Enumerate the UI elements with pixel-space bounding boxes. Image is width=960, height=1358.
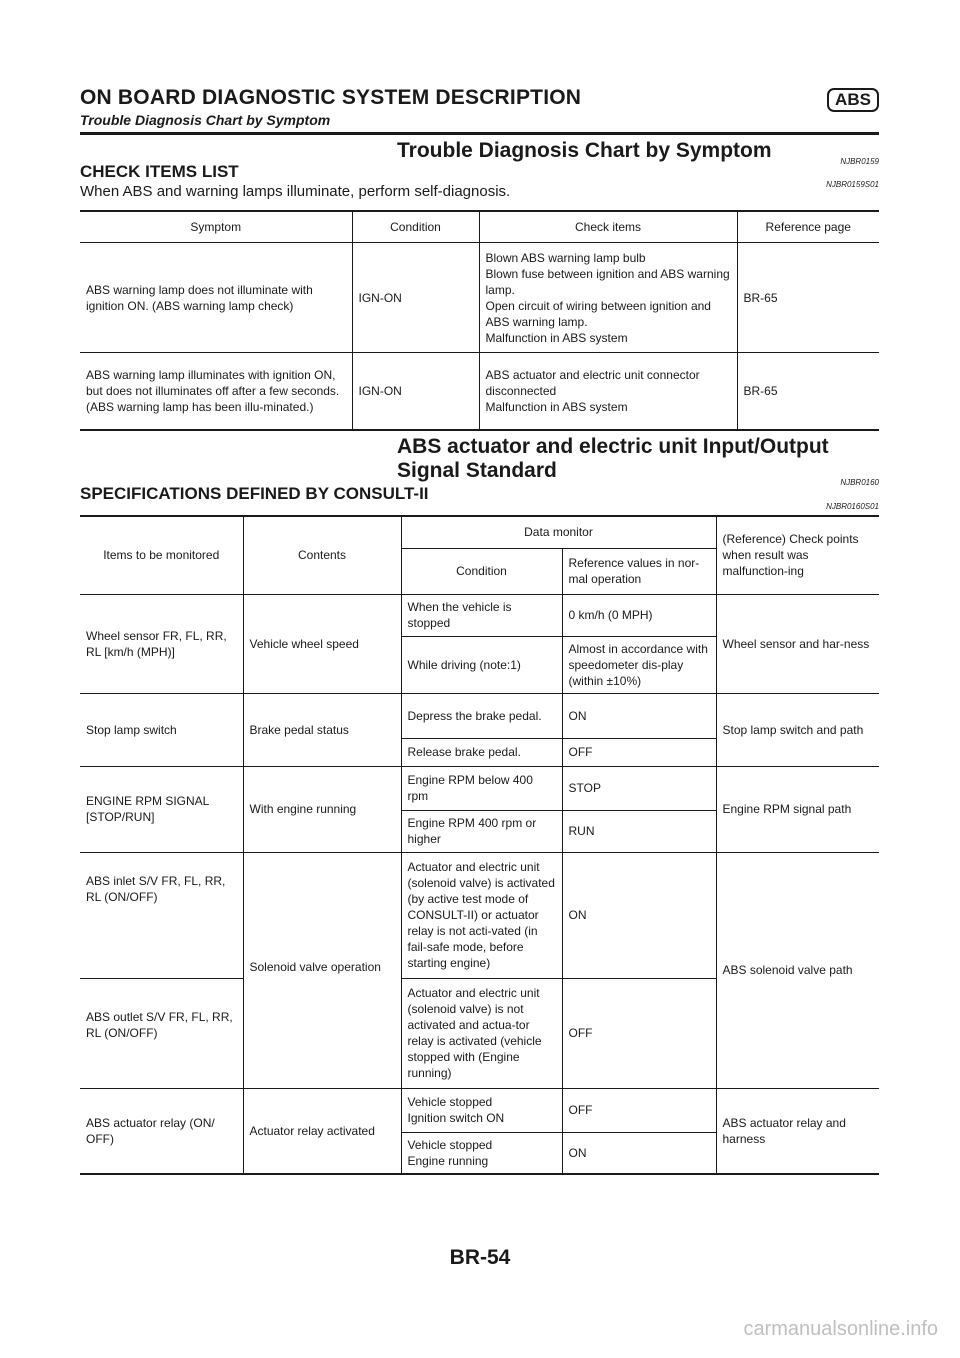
condition-cell: Engine RPM below 400 rpm: [401, 766, 562, 810]
column-header: Check items: [479, 211, 737, 243]
section2-title-line2: Signal Standard: [397, 459, 557, 482]
check-point-cell: Engine RPM signal path: [716, 766, 879, 852]
check-items-note: When ABS and warning lamps illuminate, perform self-diagnosis.: [80, 183, 511, 200]
check-item: Malfunction in ABS system: [485, 330, 628, 345]
condition-line: Ignition switch ON: [407, 1111, 505, 1125]
condition-cell: IGN-ON: [352, 353, 479, 430]
table-row: [80, 1088, 879, 1132]
item-cell: ABS actuator relay (ON/ OFF): [80, 1088, 243, 1174]
watermark: carmanualsonline.info: [743, 1318, 938, 1340]
header-title: ON BOARD DIAGNOSTIC SYSTEM DESCRIPTION: [80, 86, 582, 109]
check-items-table: [80, 210, 879, 431]
header-subtitle: Trouble Diagnosis Chart by Symptom: [80, 112, 331, 128]
table-row: [80, 243, 879, 353]
value-cell: Almost in accordance with speedometer dis-play (within ±10%): [562, 636, 716, 693]
check-point-cell: ABS solenoid valve path: [716, 852, 879, 1088]
section2-title-line1: ABS actuator and electric unit Input/Output: [397, 435, 829, 458]
reference-cell: BR-65: [737, 353, 879, 430]
check-items-cell: [479, 243, 737, 353]
value-cell: OFF: [562, 978, 716, 1088]
table-header-row: [80, 516, 879, 548]
value-cell: RUN: [562, 810, 716, 852]
item-cell: ENGINE RPM SIGNAL [STOP/RUN]: [80, 766, 243, 852]
symptom-cell: ABS warning lamp illuminates with ignition ON, but does not illuminates off after a few seconds. (ABS warning lamp has been illu-minated.): [80, 353, 352, 430]
value-cell: 0 km/h (0 MPH): [562, 594, 716, 636]
check-item: Blown ABS warning lamp bulb: [485, 250, 646, 265]
condition-line: Engine running: [407, 1153, 489, 1168]
item-cell: ABS inlet S/V FR, FL, RR, RL (ON/OFF): [80, 852, 243, 978]
column-header: Items to be monitored: [80, 516, 243, 594]
condition-cell: Release brake pedal.: [401, 738, 562, 766]
page-number: BR-54: [449, 1246, 511, 1269]
check-items-code: NJBR0159S01: [826, 180, 879, 189]
check-item: Malfunction in ABS system: [485, 399, 628, 414]
contents-cell: Vehicle wheel speed: [243, 594, 401, 693]
condition-cell: Depress the brake pedal.: [401, 693, 562, 738]
column-header: Data monitor: [401, 516, 716, 548]
contents-cell: With engine running: [243, 766, 401, 852]
condition-line: Vehicle stopped: [407, 1095, 493, 1109]
condition-cell: IGN-ON: [352, 243, 479, 353]
header-divider: [80, 132, 879, 135]
table-row: [80, 594, 879, 636]
condition-cell: [401, 1132, 562, 1174]
contents-cell: Brake pedal status: [243, 693, 401, 766]
value-cell: OFF: [562, 738, 716, 766]
condition-line: Vehicle stopped: [407, 1137, 493, 1152]
section-badge: ABS: [827, 88, 879, 112]
table-row: [80, 353, 879, 430]
section1-title: Trouble Diagnosis Chart by Symptom: [397, 139, 772, 162]
condition-cell: Engine RPM 400 rpm or higher: [401, 810, 562, 852]
item-cell: ABS outlet S/V FR, FL, RR, RL (ON/OFF): [80, 978, 243, 1088]
value-cell: ON: [562, 1132, 716, 1174]
check-point-cell: ABS actuator relay and harness: [716, 1088, 879, 1174]
section1-code: NJBR0159: [840, 157, 879, 166]
column-header: Condition: [352, 211, 479, 243]
condition-cell: Actuator and electric unit (solenoid valve) is not activated and actua-tor relay is activated (vehicle stopped with (Engine running): [401, 978, 562, 1088]
condition-cell: While driving (note:1): [401, 636, 562, 693]
column-header: Reference page: [737, 211, 879, 243]
check-item: Open circuit of wiring between ignition and ABS warning lamp.: [485, 298, 711, 329]
specifications-heading: SPECIFICATIONS DEFINED BY CONSULT-II: [80, 484, 429, 503]
condition-cell: [401, 1088, 562, 1132]
table-row: [80, 693, 879, 738]
signal-standard-table: [80, 515, 879, 1175]
value-cell: ON: [562, 852, 716, 978]
table-row: [80, 852, 879, 978]
item-cell: Wheel sensor FR, FL, RR, RL [km/h (MPH)]: [80, 594, 243, 693]
column-header: Condition: [401, 548, 562, 594]
symptom-cell: ABS warning lamp does not illuminate with ignition ON. (ABS warning lamp check): [80, 243, 352, 353]
column-header: (Reference) Check points when result was malfunction-ing: [716, 516, 879, 594]
section2-code: NJBR0160: [840, 478, 879, 487]
item-cell: Stop lamp switch: [80, 693, 243, 766]
value-cell: STOP: [562, 766, 716, 810]
column-header: Contents: [243, 516, 401, 594]
specifications-code: NJBR0160S01: [826, 502, 879, 511]
check-items-cell: [479, 353, 737, 430]
check-items-heading: CHECK ITEMS LIST: [80, 162, 239, 181]
condition-cell: When the vehicle is stopped: [401, 594, 562, 636]
contents-cell: Solenoid valve operation: [243, 852, 401, 1088]
value-cell: ON: [562, 693, 716, 738]
table-row: [80, 766, 879, 810]
check-point-cell: Wheel sensor and har-ness: [716, 594, 879, 693]
check-point-cell: Stop lamp switch and path: [716, 693, 879, 766]
condition-cell: Actuator and electric unit (solenoid valve) is activated (by active test mode of CONSULT-II) or actuator relay is not acti-vated (in fail-safe mode, before starting engine): [401, 852, 562, 978]
column-header: Reference values in nor-mal operation: [562, 548, 716, 594]
value-cell: OFF: [562, 1088, 716, 1132]
check-item: ABS actuator and electric unit connector disconnected: [485, 367, 700, 398]
contents-cell: Actuator relay activated: [243, 1088, 401, 1174]
reference-cell: BR-65: [737, 243, 879, 353]
column-header: Symptom: [80, 211, 352, 243]
table-header-row: [80, 211, 879, 243]
check-item: Blown fuse between ignition and ABS warning lamp.: [485, 266, 730, 297]
